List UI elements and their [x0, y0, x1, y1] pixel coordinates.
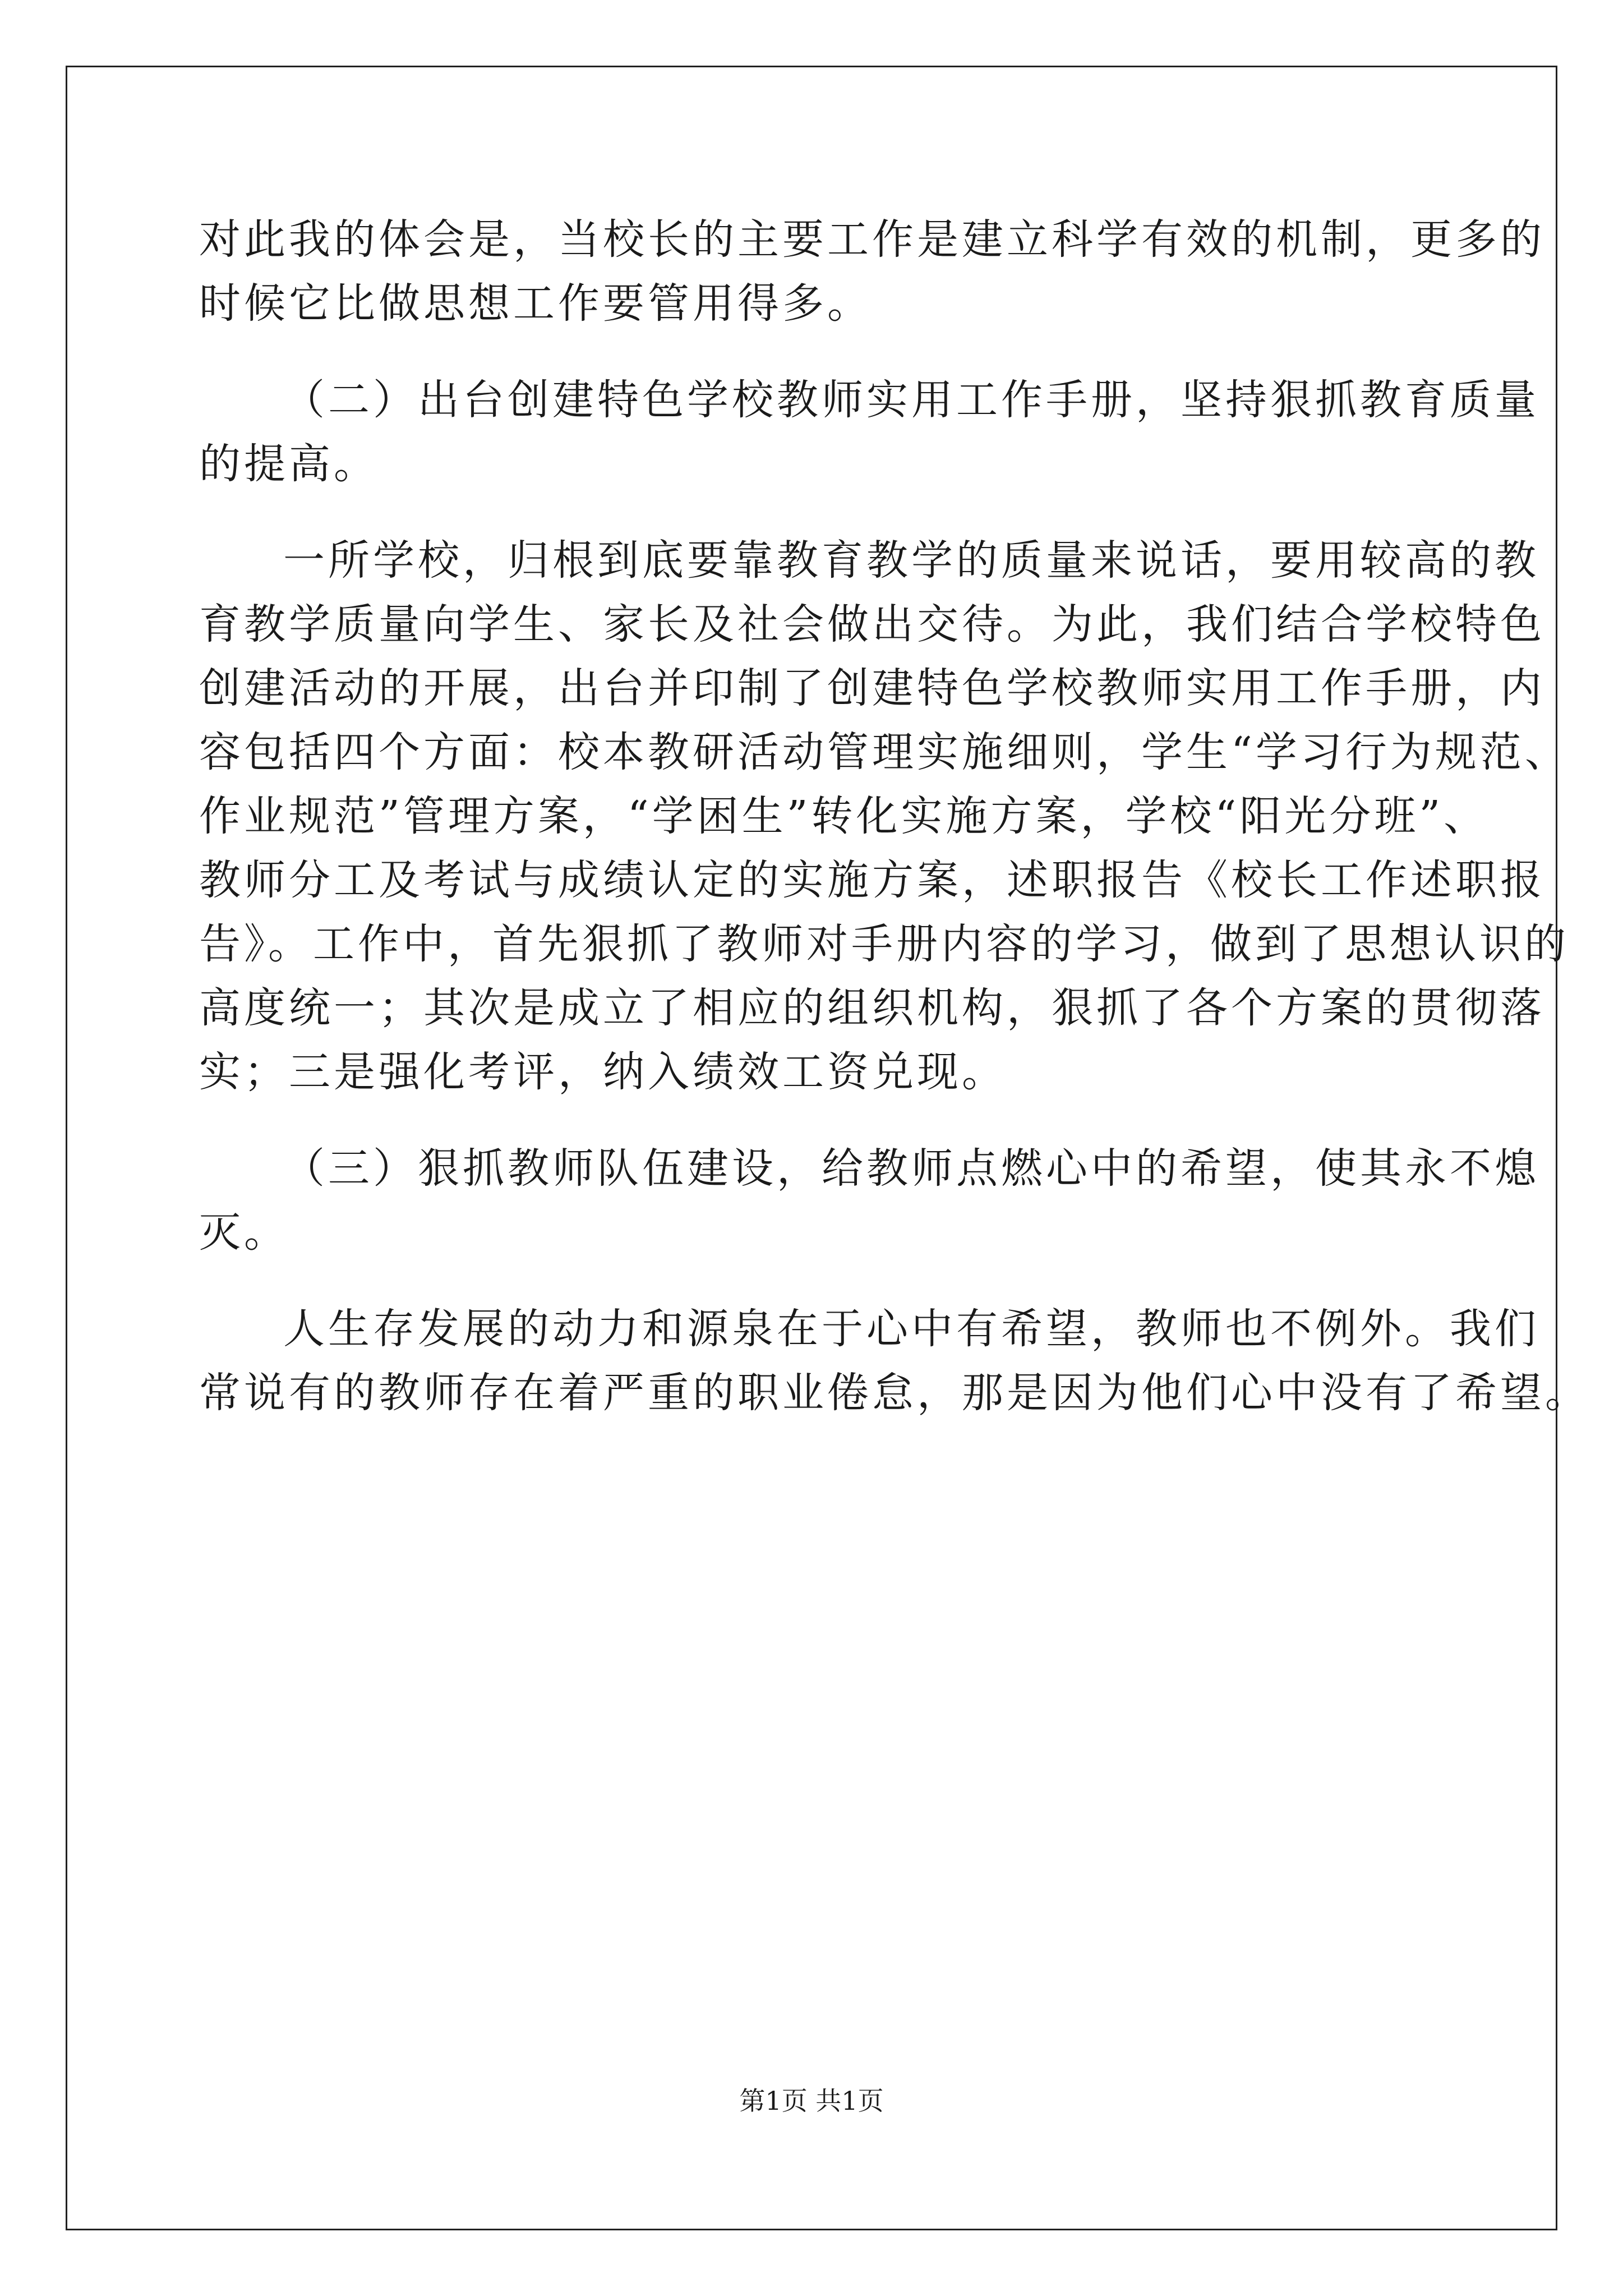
text-line: 时候它比做思想工作要管用得多。	[199, 279, 872, 328]
text-line: （二）出台创建特色学校教师实用工作手册，坚持狠抓教育质量	[283, 376, 1539, 424]
document-body	[199, 208, 1590, 1457]
text-line: 创建活动的开展，出台并印制了创建特色学校教师实用工作手册，内	[199, 664, 1545, 712]
text-line: 告》。工作中，首先狠抓了教师对手册内容的学习，做到了思想认识的	[199, 920, 1569, 968]
text-line: 对此我的体会是，当校长的主要工作是建立科学有效的机制，更多的	[199, 215, 1545, 264]
text-line: 高度统一；其次是成立了相应的组织机构，狠抓了各个方案的贯彻落	[199, 984, 1545, 1032]
text-line: 实；三是强化考评，纳入绩效工资兑现。	[199, 1048, 1007, 1096]
text-line: 常说有的教师存在着严重的职业倦怠，那是因为他们心中没有了希望。	[199, 1369, 1590, 1417]
text-line: 一所学校，归根到底要靠教育教学的质量来说话，要用较高的教	[283, 536, 1539, 585]
text-line: 育教学质量向学生、家长及社会做出交待。为此，我们结合学校特色	[199, 600, 1545, 648]
text-line: 作业规范”管理方案，“学困生”转化实施方案，学校“阳光分班”、	[199, 792, 1489, 840]
paragraph-2-heading	[199, 368, 1539, 496]
page-number-footer: 第1页 共1页	[739, 2086, 884, 2116]
paragraph-4-heading	[199, 1137, 1539, 1264]
paragraph-3	[199, 528, 1570, 1104]
paragraph-1	[199, 208, 1545, 335]
text-line: 灭。	[199, 1208, 289, 1257]
text-line: 容包括四个方面：校本教研活动管理实施细则，学生“学习行为规范、	[199, 728, 1570, 776]
text-line: （三）狠抓教师队伍建设，给教师点燃心中的希望，使其永不熄	[283, 1144, 1539, 1193]
text-line: 人生存发展的动力和源泉在于心中有希望，教师也不例外。我们	[283, 1305, 1539, 1353]
text-line: 的提高。	[199, 440, 379, 488]
text-line: 教师分工及考试与成绩认定的实施方案，述职报告《校长工作述职报	[199, 856, 1545, 904]
paragraph-5	[199, 1297, 1590, 1425]
